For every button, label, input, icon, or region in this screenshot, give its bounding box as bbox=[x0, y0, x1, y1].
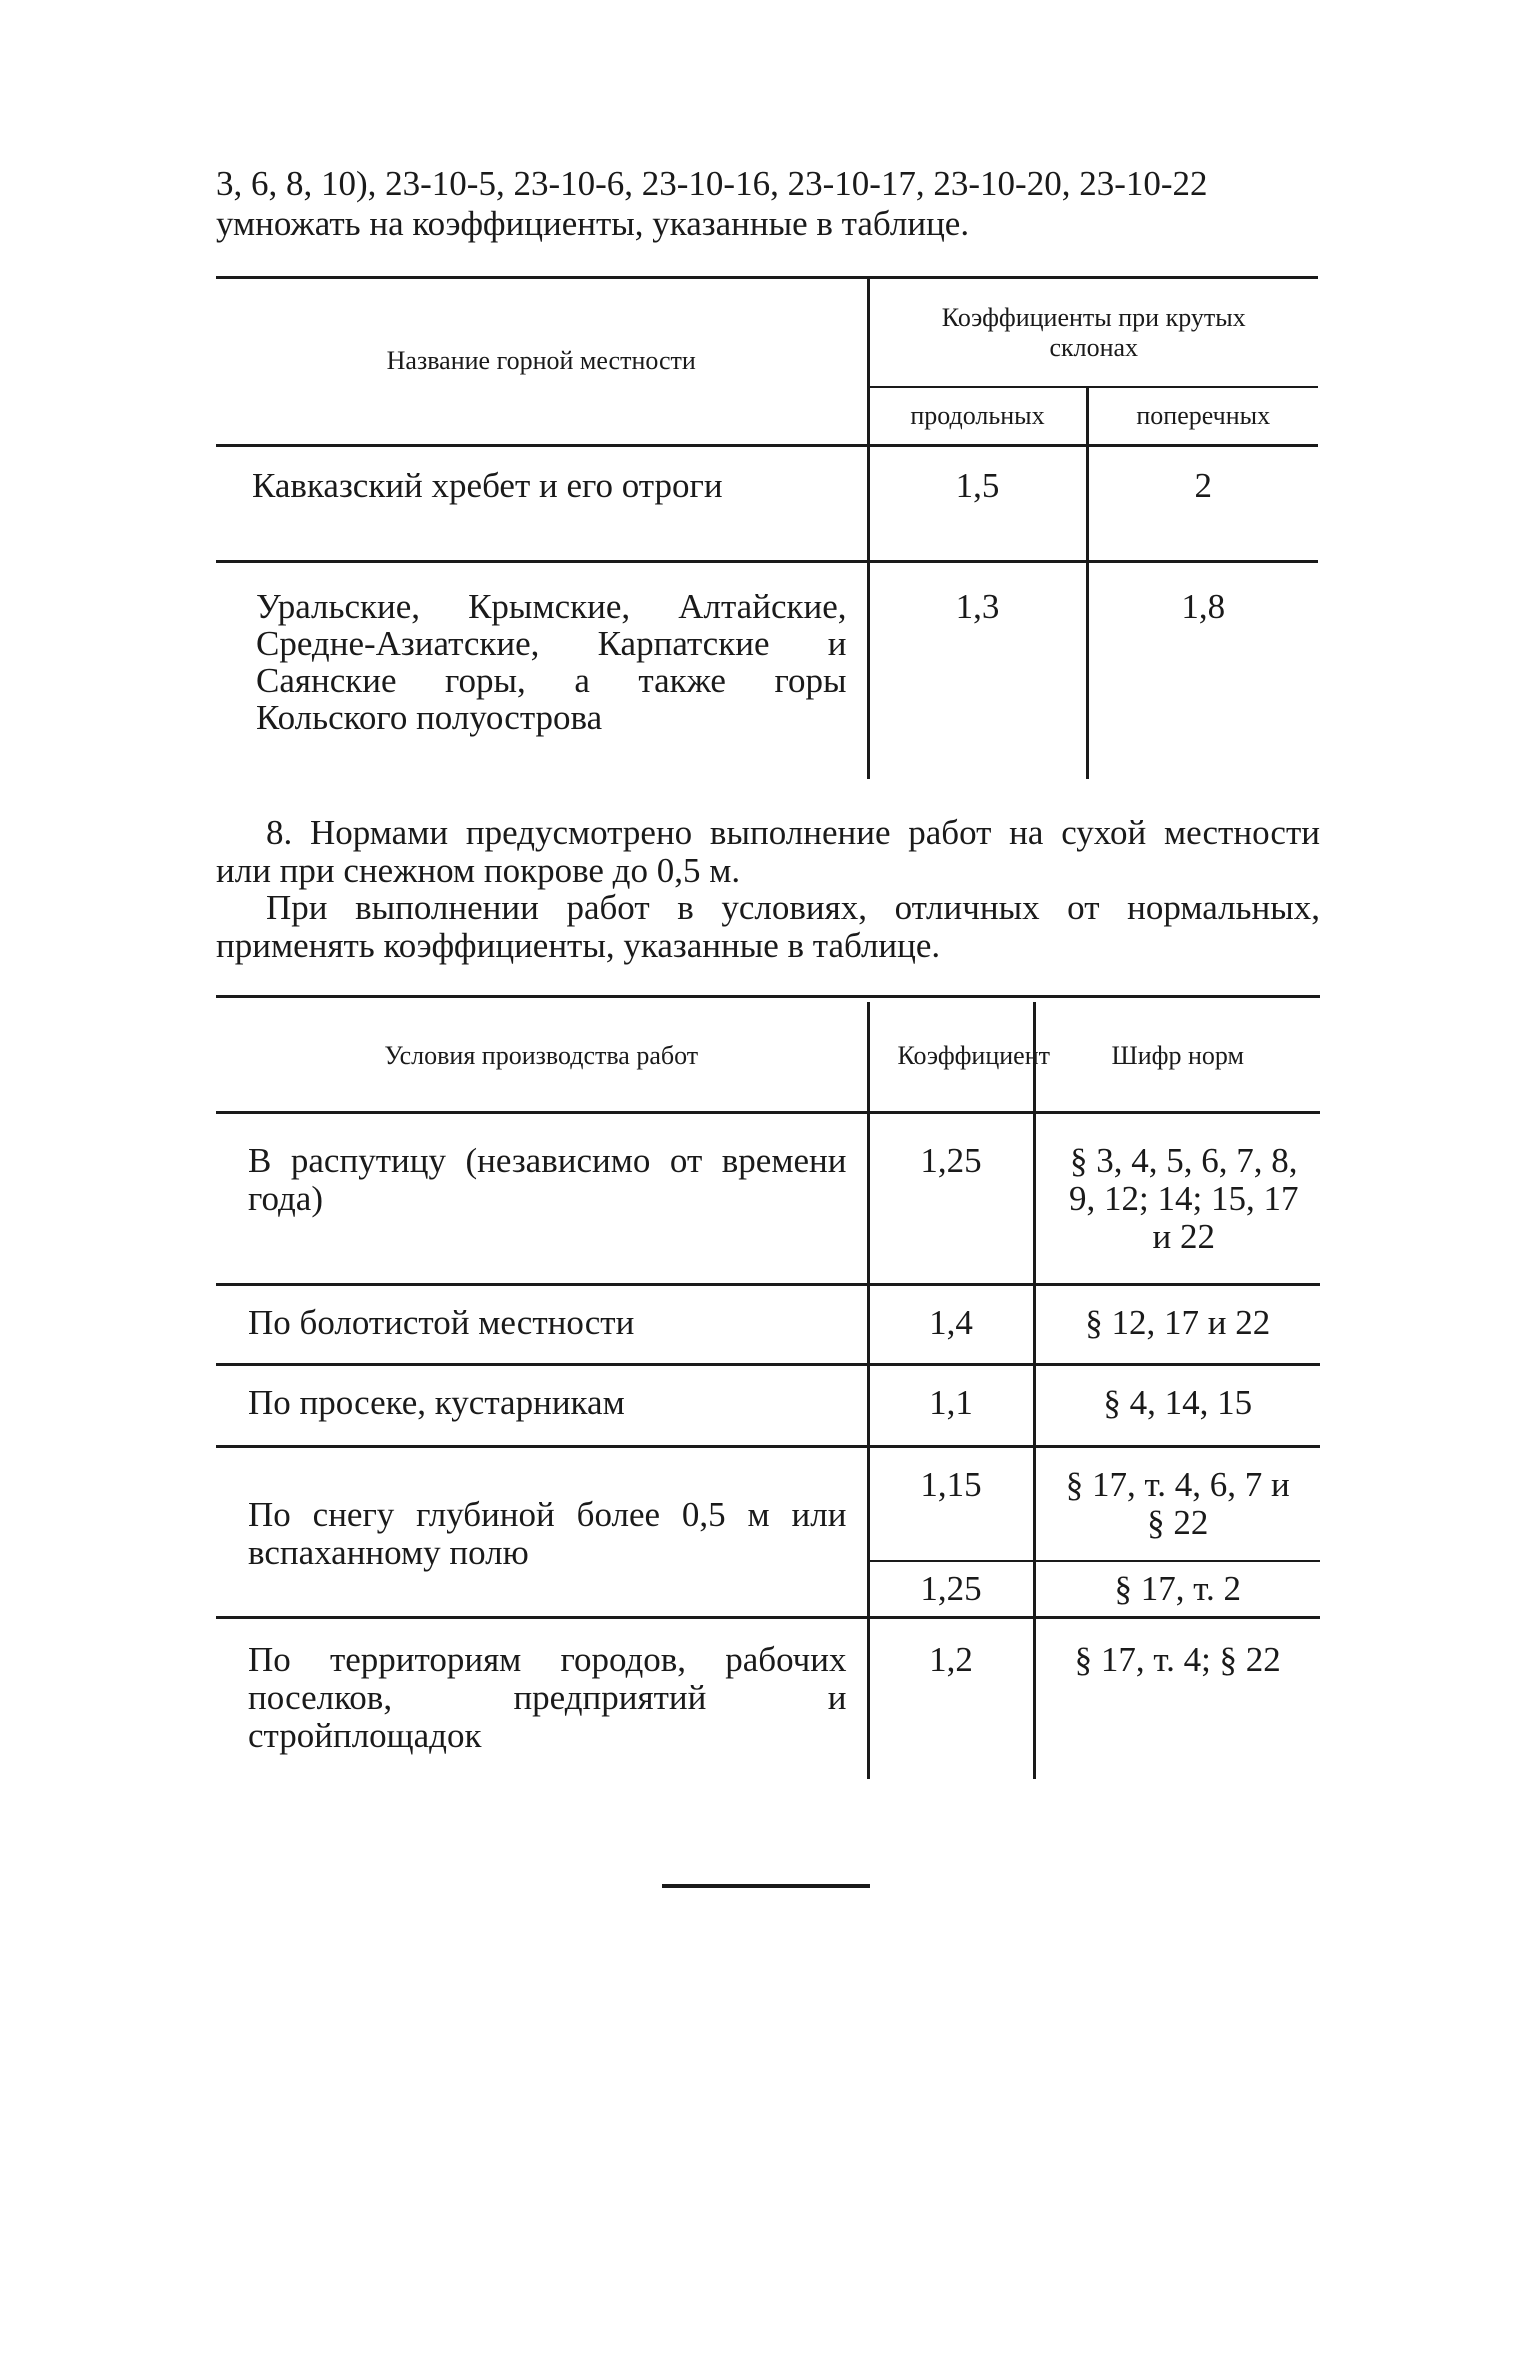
table2-row2-coef: 1,4 bbox=[868, 1284, 1034, 1364]
table2-col3-header: Шифр норм bbox=[1034, 1002, 1320, 1112]
table1-row1-name: Кавказский хребет и его отроги bbox=[216, 445, 868, 561]
table1-row2-name: Уральские, Крымские, Алтайские, Средне-Азиатские, Карпатские и Саянские горы, а также горы Кольского полуострова bbox=[216, 561, 868, 779]
intro-text bbox=[216, 164, 1320, 244]
work-conditions-table bbox=[216, 1002, 1320, 1779]
table2-col2-header: Коэффициент bbox=[868, 1002, 1034, 1112]
paragraph-8: 8. Нормами предусмотрено выполнение работ на сухой местности или при снежном покрове до 0,5 м. bbox=[216, 813, 1320, 890]
table2-row3-code: § 4, 14, 15 bbox=[1034, 1364, 1320, 1446]
table2-row4b-code: § 17, т. 2 bbox=[1034, 1561, 1320, 1617]
table1-group-header: Коэффициенты при крутых склонах bbox=[868, 279, 1318, 387]
table2-row5-condition: По территориям городов, рабочих поселков, предприятий и стройплощадок bbox=[216, 1617, 868, 1779]
table2-row4-coef: 1,15 bbox=[868, 1446, 1034, 1561]
table1-row2-transverse: 1,8 bbox=[1087, 561, 1318, 779]
table2-row1-code: § 3, 4, 5, 6, 7, 8, 9, 12; 14; 15, 17 и 22 bbox=[1034, 1112, 1320, 1284]
table1-row1-longitudinal: 1,5 bbox=[868, 445, 1087, 561]
table1-row1-transverse: 2 bbox=[1087, 445, 1318, 561]
paragraph-8-continued: При выполнении работ в условиях, отличных от нормальных, применять коэффициенты, указанные в таблице. bbox=[216, 888, 1320, 965]
table-row bbox=[216, 1446, 1320, 1561]
table-row bbox=[216, 445, 1318, 561]
table2-row5-code: § 17, т. 4; § 22 bbox=[1034, 1617, 1320, 1779]
table2-row4b-coef: 1,25 bbox=[868, 1561, 1034, 1617]
table1-subheader-transverse: поперечных bbox=[1087, 387, 1318, 445]
table2-row2-condition: По болотистой местности bbox=[216, 1284, 868, 1364]
intro-line-2: умножать на коэффициенты, указанные в таблице. bbox=[216, 204, 970, 243]
table2-col1-header: Условия производства работ bbox=[384, 1041, 699, 1071]
mountain-coefficients-table bbox=[216, 279, 1318, 779]
table-row bbox=[216, 1112, 1320, 1284]
table-row bbox=[216, 561, 1318, 779]
table2-row5-coef: 1,2 bbox=[868, 1617, 1034, 1779]
table-row bbox=[216, 1364, 1320, 1446]
table2-row1-condition: В распутицу (независимо от времени года) bbox=[216, 1112, 868, 1284]
intro-line-1: 3, 6, 8, 10), 23-10-5, 23-10-6, 23-10-16, 23-10-17, 23-10-20, 23-10-22 bbox=[216, 164, 1208, 203]
table1-col1-header: Название горной местности bbox=[386, 346, 696, 376]
table2-row4-condition: По снегу глубиной более 0,5 м или вспаханному полю bbox=[216, 1446, 868, 1617]
table2-row3-coef: 1,1 bbox=[868, 1364, 1034, 1446]
table-row bbox=[216, 1284, 1320, 1364]
table2-row3-condition: По просеке, кустарникам bbox=[216, 1364, 868, 1446]
table-row bbox=[216, 1617, 1320, 1779]
table2-row2-code: § 12, 17 и 22 bbox=[1034, 1284, 1320, 1364]
end-divider bbox=[662, 1884, 870, 1888]
table2-row4-code: § 17, т. 4, 6, 7 и § 22 bbox=[1034, 1446, 1320, 1561]
table2-top-rule bbox=[216, 995, 1320, 998]
table1-row2-longitudinal: 1,3 bbox=[868, 561, 1087, 779]
table2-row1-coef: 1,25 bbox=[868, 1112, 1034, 1284]
table1-subheader-longitudinal: продольных bbox=[868, 387, 1087, 445]
